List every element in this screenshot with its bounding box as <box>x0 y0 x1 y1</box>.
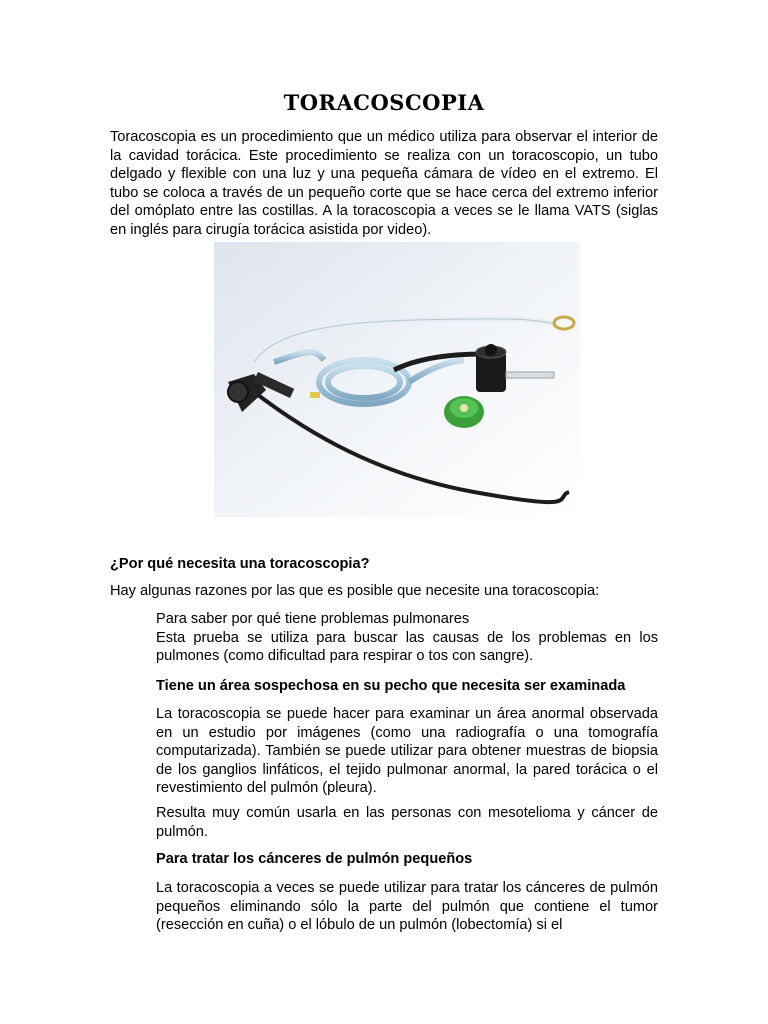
reason-2-body: La toracoscopia se puede hacer para examinar un área anormal observada en un estudio por imágenes (como una radiografía o una tomografía computarizada). También se puede utilizar para obtener muestras de biopsia de los ganglios linfáticos, el tejido pulmonar anormal, la pared torácica o el revestimiento del pulmón (pleura). <box>156 706 658 797</box>
section-heading-why: ¿Por qué necesita una toracoscopia? <box>110 556 370 572</box>
reason-2-title: Tiene un área sospechosa en su pecho que necesita ser examinada <box>156 678 626 694</box>
section-intro-why: Hay algunas razones por las que es posible que necesite una toracoscopia: <box>110 583 600 599</box>
reason-3-body: La toracoscopia a veces se puede utilizar para tratar los cánceres de pulmón pequeños eliminando sólo la parte del pulmón que contiene el tumor (resección en cuña) o el lóbulo de un pulmón (lobectomía) si el <box>156 880 658 934</box>
reason-1-body: Esta prueba se utiliza para buscar las causas de los problemas en los pulmones (como dificultad para respirar o tos con sangre). <box>156 629 658 665</box>
thoracoscope-illustration <box>214 242 580 517</box>
reason-1-title: Para saber por qué tiene problemas pulmonares <box>156 611 470 627</box>
thoracoscope-image <box>214 242 580 517</box>
intro-paragraph: Toracoscopia es un procedimiento que un médico utiliza para observar el interior de la cavidad torácica. Este procedimiento se realiza con un toracoscopio, un tubo delgado y flexible con una luz y una pequeña cámara de vídeo en el extremo. El tubo se coloca a través de un pequeño corte que se hace cerca del extremo inferior del omóplato entre las costillas. A la toracoscopia a veces se le llama VATS (siglas en inglés para cirugía torácica asistida por video). <box>110 129 658 238</box>
document-title: TORACOSCOPIA <box>283 90 485 115</box>
reason-2-extra: Resulta muy común usarla en las personas con mesotelioma y cáncer de pulmón. <box>156 805 658 840</box>
reason-1 <box>156 610 658 666</box>
reason-3-title: Para tratar los cánceres de pulmón pequeños <box>156 851 473 867</box>
